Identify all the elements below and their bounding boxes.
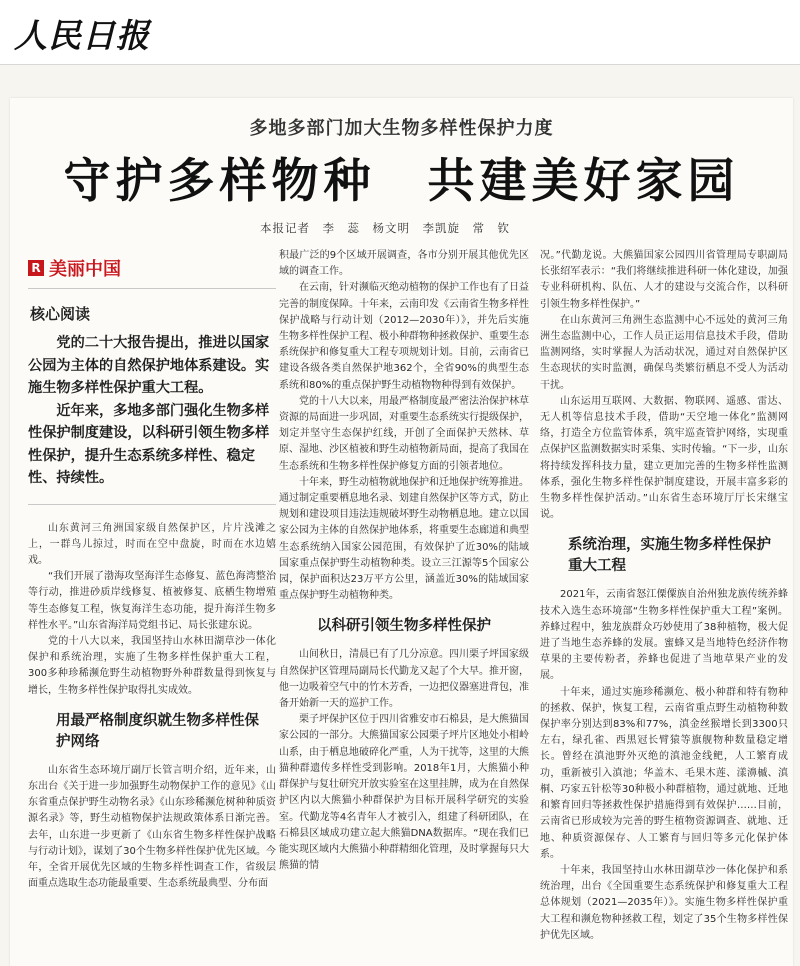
paragraph: 在山东黄河三角洲生态监测中心不远处的黄河三角洲生态监测中心，工作人员正运用信息技术手段，借助监测网络，实时掌握人为活动状况，通过对自然保护区生态现状的实时监测，确保鸟类繁衍栖息不受人为活动干扰。	[540, 314, 788, 391]
paragraph: 山东运用互联网、大数据、物联网、遥感、雷达、无人机等信息技术手段，借助“天空地一体化”监测网络，打造全方位监管体系，筑牢巡查管护网络，实现重点保护区监测数据实时采集、实时传输。“下一步，山东将持续发挥科技力量，建立更加完善的生物多样性监测体系，强化生物多样性保护制度建设，开展丰富多彩的生物多样性保护活动。”山东省生态环境厅厅长宋继宝说。	[540, 395, 788, 521]
paragraph: 况。”代勤龙说。大熊猫国家公园四川省管理局专职副局长张绍军表示：“我们将继续推进科研一体化建设，加强专业科研机构、队伍、人才的建设与交流合作，以科研引领生物多样性保护。”	[540, 250, 788, 310]
body-text	[540, 587, 788, 943]
body-text	[279, 647, 529, 874]
subheading: 系统治理，实施生物多样性保护重大工程	[568, 537, 771, 575]
paragraph: 山间秋日，清晨已有了几分凉意。四川栗子坪国家级自然保护区管理局副局长代勤龙又起了个大早。推开窗，他一边吸着空气中的竹木芳香，一边把仪器塞进背包，准备开始新一天的巡护工作。	[279, 649, 529, 710]
body-text	[28, 763, 276, 893]
paragraph: “我们开展了渤海攻坚海洋生态修复、蓝色海湾整治等行动，推进砂质岸线修复、植被修复、底栖生物增殖等生态修复工程，恢复海洋生态功能，提升海洋生物多样性水平。”山东省海洋局党组书记、局长张建东说。	[28, 571, 276, 631]
article-kicker: 多地多部门加大生物多样性保护力度	[249, 118, 554, 139]
paragraph: 山东黄河三角洲国家级自然保护区，片片浅滩之上，一群鸟儿掠过，时而在空中盘旋，时而在水边嬉戏。	[28, 522, 276, 566]
paragraph: 十年来，我国坚持山水林田湖草沙一体化保护和系统治理，出台《全国重要生态系统保护和修复重大工程总体规划（2021—2035年）》。实施生物多样性保护重大工程和濒危物种拯救工程，划定了35个生物多样性保护优先区域。	[540, 864, 788, 941]
summary-title: 核心阅读	[30, 305, 91, 323]
paragraph: 积最广泛的9个区域开展调查，各市分别开展其他优先区域的调查工作。	[279, 250, 529, 278]
summary-paragraph: 近年来，多地多部门强化生物多样性保护制度建设，以科研引领生物多样性保护，提升生态系统多样性、稳定性、持续性。	[28, 402, 270, 486]
paragraph: 十年来，野生动植物就地保护和迁地保护统筹推进。通过制定重要栖息地名录、划建自然保护区等方式，防止规划和建设项目违法违规破坏野生动物栖息地。建立以国家公园为主体的自然保护地体系，将重要生态廊道和典型生态系统纳入国家公园范围，有效保护了近30%的陆域国家重点保护野生动植物种类。设立三江源等5个国家公园，保护面积达23万平方公里，涵盖近30%的陆域国家重点保护野生动植物种类。	[279, 476, 529, 602]
paragraph: 在云南，针对濒临灭绝动植物的保护工作也有了日益完善的制度保障。十年来，云南印发《云南省生物多样性保护战略与行动计划（2012—2030年）》，并先后实施生物多样性保护工程、极小种群物种拯救保护、重要生态系统保护和修复重大工程专项规划计划。目前，云南省已建设各级各类自然保护地362个，全省90%的典型生态系统和80%的重点保护野生动植物物种得到有效保护。	[279, 282, 529, 391]
subheading: 用最严格制度织就生物多样性保护网络	[56, 712, 259, 750]
newspaper-logo: 人民日报	[14, 16, 150, 55]
summary-paragraph: 党的二十大报告提出，推进以国家公园为主体的自然保护地体系建设。实施生物多样性保护重大工程。	[28, 335, 270, 396]
paragraph: 党的十八大以来，我国坚持山水林田湖草沙一体化保护和系统治理，实施了生物多样性保护重大工程，300多种珍稀濒危野生动植物野外种群数量得到恢复与增长，生物多样性保护取得扎实成效。	[28, 635, 276, 696]
paragraph: 十年来，通过实施珍稀濒危、极小种群和特有物种的拯救、保护，恢复工程，云南省重点野生动植物种数保护率分别达到83%和77%，滇金丝猴增长到3300只左右，绿孔雀、西黑冠长臂猿等旗舰物种数量稳定增长。曾经在滇池野外灭绝的滇池金线鲃，人工繁育成功，重新被引入滇池；华盖木、毛果木莲、漾濞槭、滇桐、巧家五针松等30种极小种群植物，通过就地、迁地和繁育回归等拯救性保护措施得到有效保护……目前，云南省已形成较为完善的野生植物资源调查、就地、迁地、种质资源保存、人工繁育与回归等多元化保护体系。	[540, 686, 788, 860]
section-r-icon: R	[28, 260, 44, 276]
masthead	[0, 0, 800, 65]
column-3	[540, 248, 788, 966]
section-label: 美丽中国	[49, 259, 121, 280]
divider	[28, 288, 276, 289]
article-byline: 本报记者 李 蕊 杨文明 李凯旋 常 钦	[260, 221, 510, 235]
section-tag	[28, 254, 276, 282]
column-1	[28, 248, 276, 966]
body-text	[540, 248, 788, 523]
summary-box	[28, 332, 276, 505]
paragraph: 2021年，云南省怒江傈僳族自治州独龙族传统养蜂技术入选生态环境部“生物多样性保护重大工程”案例。养蜂过程中，独龙族群众巧妙使用了38种植物，极大促进了当地生态养蜂的发展。蜜蜂又是当地特色经济作物草果的主要传粉者，养蜂也促进了当地草果产业的发展。	[540, 589, 788, 682]
body-text	[279, 248, 529, 604]
subheading: 以科研引领生物多样性保护	[317, 618, 491, 635]
paragraph: 山东省生态环境厅副厅长管言明介绍，近年来，山东出台《关于进一步加强野生动物保护工作的意见》《山东省重点保护野生动物名录》《山东珍稀濒危树种种质资源名录》等，野生动植物保护法规政策体系日渐完善。去年，山东进一步更新了《山东省生物多样性保护战略与行动计划》，谋划了30个生物多样性保护优先区域。今年，全省开展优先区域的生物多样性调查工作，省级层面重点选取生态功能最重要、生态系统最典型、分布面	[28, 764, 276, 890]
body-text	[28, 521, 276, 699]
article-page	[10, 98, 793, 966]
column-2	[279, 248, 529, 966]
paragraph: 党的十八大以来，用最严格制度最严密法治保护林草资源的局面进一步巩固，对重要生态系统实行提级保护，划定并坚守生态保护红线，开创了全面保护天然林、草原、湿地、沙区植被和野生动植物新局面，提高了我国在生态系统和生物多样性保护修复方面的引领者地位。	[279, 395, 529, 472]
paragraph: 栗子坪保护区位于四川省雅安市石棉县，是大熊猫国家公园的一部分。大熊猫国家公园栗子坪片区地处小相岭山系，由于栖息地破碎化严重，人为干扰等，这里的大熊猫种群遗传多样性受到影响。2018年1月，大熊猫小种群保护与复壮研究开放实验室在这里挂牌，成为在自然保护区内以大熊猫小种群保护为目标开展科学研究的实验室。代勤龙等4名青年人才被引入，组建了科研团队，在石棉县区域成功建立起大熊猫DNA数据库。“现在我们已能实现区域内大熊猫小种群精细化管理，及时掌握每只大熊猫的情	[279, 714, 529, 872]
article-headline: 守护多样物种 共建美好家园	[63, 154, 740, 209]
